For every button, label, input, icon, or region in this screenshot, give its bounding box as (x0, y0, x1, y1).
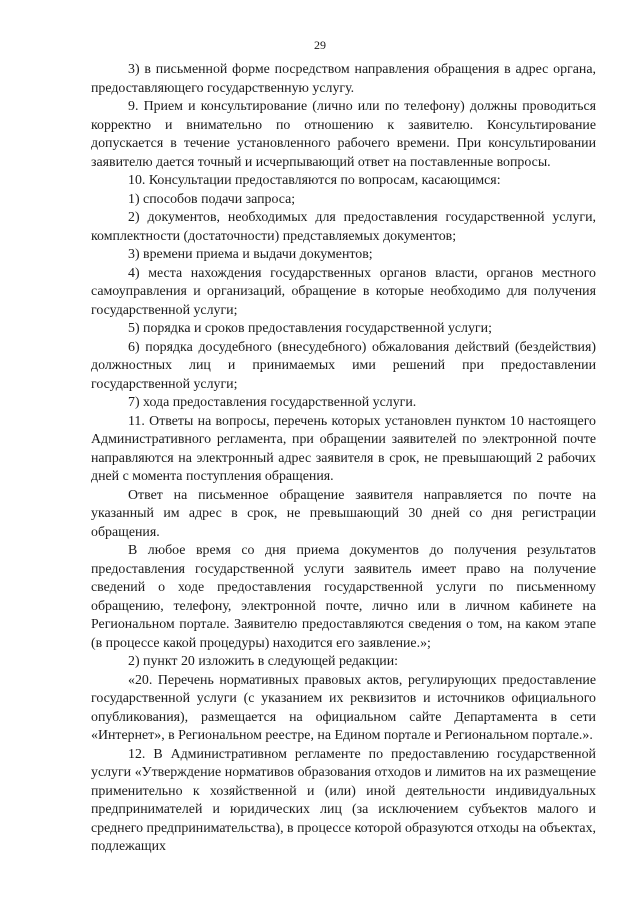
list-item-7: 7) хода предоставления государственной услуги. (128, 395, 417, 410)
list-item-5: 5) порядка и сроков предоставления государственной услуги; (128, 321, 492, 336)
paragraph-written-form: 3) в письменной форме посредством направления обращения в адрес органа, предоставляющего государственную услугу. (91, 62, 596, 96)
list-item-6: 6) порядка досудебного (внесудебного) обжалования действий (бездействия) должностных лиц и принимаемых ими решений при предоставлении государственной услуги; (91, 339, 596, 392)
paragraph-status-info: В любое время со дня приема документов до получения результатов предоставления государственной услуги заявитель имеет право на получение сведений о ходе предоставления государственной услуги по письменному обращению, телефону, электронной почте, лично или в личном кабинете на Региональном портале. Заявителю предоставляются сведения о том, на каком этапе (в процессе какой процедуры) находится его заявление.»; (91, 543, 596, 651)
paragraph-item-9: 9. Прием и консультирование (лично или по телефону) должны проводиться корректно и внимательно по отношению к заявителю. Консультирование допускается в течение установленного рабочего времени. При консультировании заявителю дается точный и исчерпывающий ответ на поставленные вопросы. (91, 99, 596, 170)
page-number: 29 (314, 38, 326, 52)
list-item-3: 3) времени приема и выдачи документов; (128, 247, 373, 262)
paragraph-written-reply: Ответ на письменное обращение заявителя направляется по почте на указанный им адрес в срок, не превышающий 30 дней со дня регистрации обращения. (91, 487, 596, 540)
document-body (91, 61, 596, 857)
list-item-4: 4) места нахождения государственных органов власти, органов местного самоуправления и организаций, обращение в которые необходимо для получения государственной услуги; (91, 265, 596, 318)
list-item-2: 2) документов, необходимых для предоставления государственной услуги, комплектности (достаточности) представляемых документов; (91, 210, 596, 244)
paragraph-item-10: 10. Консультации предоставляются по вопросам, касающимся: (128, 173, 501, 188)
paragraph-point-20-intro: 2) пункт 20 изложить в следующей редакции: (128, 654, 399, 669)
paragraph-item-11: 11. Ответы на вопросы, перечень которых установлен пунктом 10 настоящего Административного регламента, при обращении заявителей по электронной почте направляются на электронный адрес заявителя в срок, не превышающий 2 рабочих дней с момента поступления обращения. (91, 413, 596, 484)
paragraph-point-20-text: «20. Перечень нормативных правовых актов, регулирующих предоставление государственной услуги (с указанием их реквизитов и источников официального опубликования), размещается на официальном сайте Департамента в сети «Интернет», в Региональном реестре, на Едином портале и Региональном портале.». (91, 672, 596, 743)
paragraph-item-12: 12. В Административном регламенте по предоставлению государственной услуги «Утверждение нормативов образования отходов и лимитов на их размещение применительно к хозяйственной и (или) иной деятельности индивидуальных предпринимателей и юридических лиц (за исключением субъектов малого и среднего предпринимательства), в процессе которой образуются отходы на объектах, подлежащих (91, 746, 596, 854)
list-item-1: 1) способов подачи запроса; (128, 191, 296, 207)
